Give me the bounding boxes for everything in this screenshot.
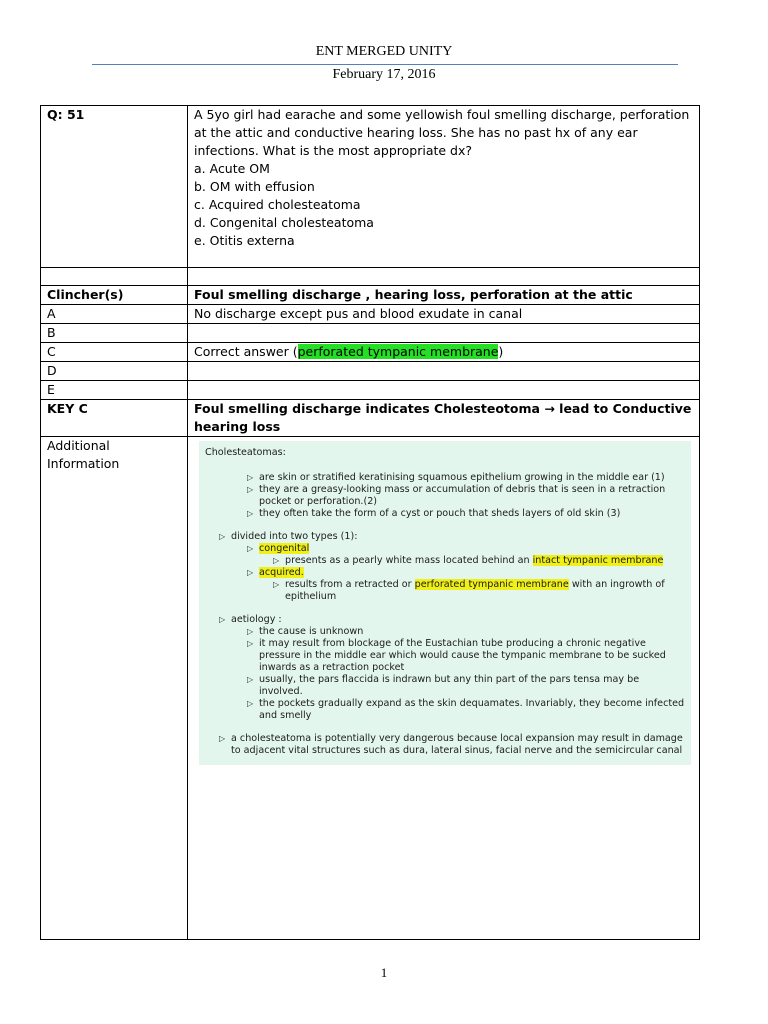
option-a: a. Acute OM — [194, 161, 270, 176]
aetiology-point: usually, the pars flaccida is indrawn but any thin part of the pars tensa may be involved. — [259, 674, 640, 697]
notes-title: Cholesteatomas: — [205, 447, 286, 458]
aetiology-point: it may result from blockage of the Eustachian tube producing a chronic negative pressure in the middle ear which would cause the tympanic membrane to be sucked inwards as a retraction pocket — [259, 638, 666, 673]
spacer-row — [41, 268, 700, 286]
answer-label-d: D — [41, 362, 188, 381]
triangle-bullet-icon: ▷ — [247, 675, 254, 684]
triangle-bullet-icon: ▷ — [219, 615, 226, 624]
correct-answer-suffix: ) — [498, 344, 504, 359]
question-label: Q: 51 — [41, 106, 188, 268]
aetiology-heading: aetiology : — [231, 614, 282, 625]
question-row — [41, 106, 700, 268]
page-number: 1 — [380, 965, 388, 980]
document-title: ENT MERGED UNITY — [315, 44, 453, 59]
notes-point: they are a greasy-looking mass or accumulation of debris that is seen in a retraction pocket or perforation.(2) — [259, 484, 666, 507]
arrow-icon: → — [544, 401, 555, 416]
aetiology-point: the cause is unknown — [259, 626, 364, 637]
congenital-highlight: intact tympanic membrane — [532, 555, 664, 566]
key-text — [188, 400, 700, 437]
answer-label-a: A — [41, 305, 188, 324]
key-row — [41, 400, 700, 437]
acquired-desc-end: with an ingrowth of epithelium — [285, 579, 665, 602]
triangle-bullet-icon: ▷ — [247, 699, 254, 708]
answer-row-c — [41, 343, 700, 362]
answer-label-b: B — [41, 324, 188, 343]
clincher-label: Clincher(s) — [41, 286, 188, 305]
triangle-bullet-icon: ▷ — [247, 639, 254, 648]
answer-row-a — [41, 305, 700, 324]
answer-label-c: C — [41, 343, 188, 362]
answer-text-a: No discharge except pus and blood exudate in canal — [188, 305, 700, 324]
congenital-desc: presents as a pearly white mass located behind an — [285, 555, 533, 566]
aetiology-point: the pockets gradually expand as the skin dequamates. Invariably, they become infected and smelly — [259, 698, 685, 721]
acquired-highlight: perforated tympanic membrane — [414, 579, 569, 590]
acquired-label: acquired. — [259, 567, 304, 578]
triangle-bullet-icon: ▷ — [219, 532, 226, 541]
triangle-bullet-icon: ▷ — [247, 544, 254, 553]
types-intro: divided into two types (1): — [231, 531, 358, 542]
question-cell — [188, 106, 700, 268]
key-label: KEY C — [41, 400, 188, 437]
triangle-bullet-icon: ▷ — [247, 509, 254, 518]
key-text-b: lead to Conductive hearing loss — [194, 401, 692, 434]
triangle-bullet-icon: ▷ — [273, 580, 280, 589]
option-b: b. OM with effusion — [194, 179, 315, 194]
notes-point: they often take the form of a cyst or pouch that sheds layers of old skin (3) — [259, 508, 621, 519]
document-date: February 17, 2016 — [332, 67, 436, 82]
additional-row — [41, 437, 700, 940]
acquired-desc: results from a retracted or — [285, 579, 415, 590]
answer-text-c — [188, 343, 700, 362]
cholesteatoma-notes-image — [199, 441, 691, 765]
triangle-bullet-icon: ▷ — [247, 568, 254, 577]
triangle-bullet-icon: ▷ — [273, 556, 280, 565]
answer-row-e — [41, 381, 700, 400]
answer-text-e — [188, 381, 700, 400]
triangle-bullet-icon: ▷ — [247, 485, 254, 494]
additional-label: Additional Information — [41, 437, 188, 940]
option-d: d. Congenital cholesteatoma — [194, 215, 374, 230]
clincher-text: Foul smelling discharge , hearing loss, perforation at the attic — [188, 286, 700, 305]
question-table — [40, 105, 700, 940]
question-text: A 5yo girl had earache and some yellowish foul smelling discharge, perforation at the attic and conductive hearing loss. She has no past hx of any ear infections. What is the most appropriate dx? — [194, 107, 690, 158]
header-divider — [92, 64, 678, 65]
option-e: e. Otitis externa — [194, 233, 295, 248]
triangle-bullet-icon: ▷ — [247, 473, 254, 482]
answer-label-e: E — [41, 381, 188, 400]
additional-cell — [188, 437, 700, 940]
notes-point: are skin or stratified keratinising squamous epithelium growing in the middle ear (1) — [259, 472, 665, 483]
clincher-row — [41, 286, 700, 305]
answer-row-d — [41, 362, 700, 381]
danger-note: a cholesteatoma is potentially very dangerous because local expansion may result in damage to adjacent vital structures such as dura, lateral sinus, facial nerve and the semicircular canal — [231, 733, 683, 756]
answer-text-b — [188, 324, 700, 343]
option-c: c. Acquired cholesteatoma — [194, 197, 361, 212]
correct-answer-highlight: perforated tympanic membrane — [297, 344, 499, 359]
key-text-a: Foul smelling discharge indicates Cholesteotoma — [194, 401, 540, 416]
congenital-label: congenital — [259, 543, 310, 554]
answer-row-b — [41, 324, 700, 343]
triangle-bullet-icon: ▷ — [219, 734, 226, 743]
correct-answer-prefix: Correct answer ( — [194, 344, 298, 359]
triangle-bullet-icon: ▷ — [247, 627, 254, 636]
answer-text-d — [188, 362, 700, 381]
